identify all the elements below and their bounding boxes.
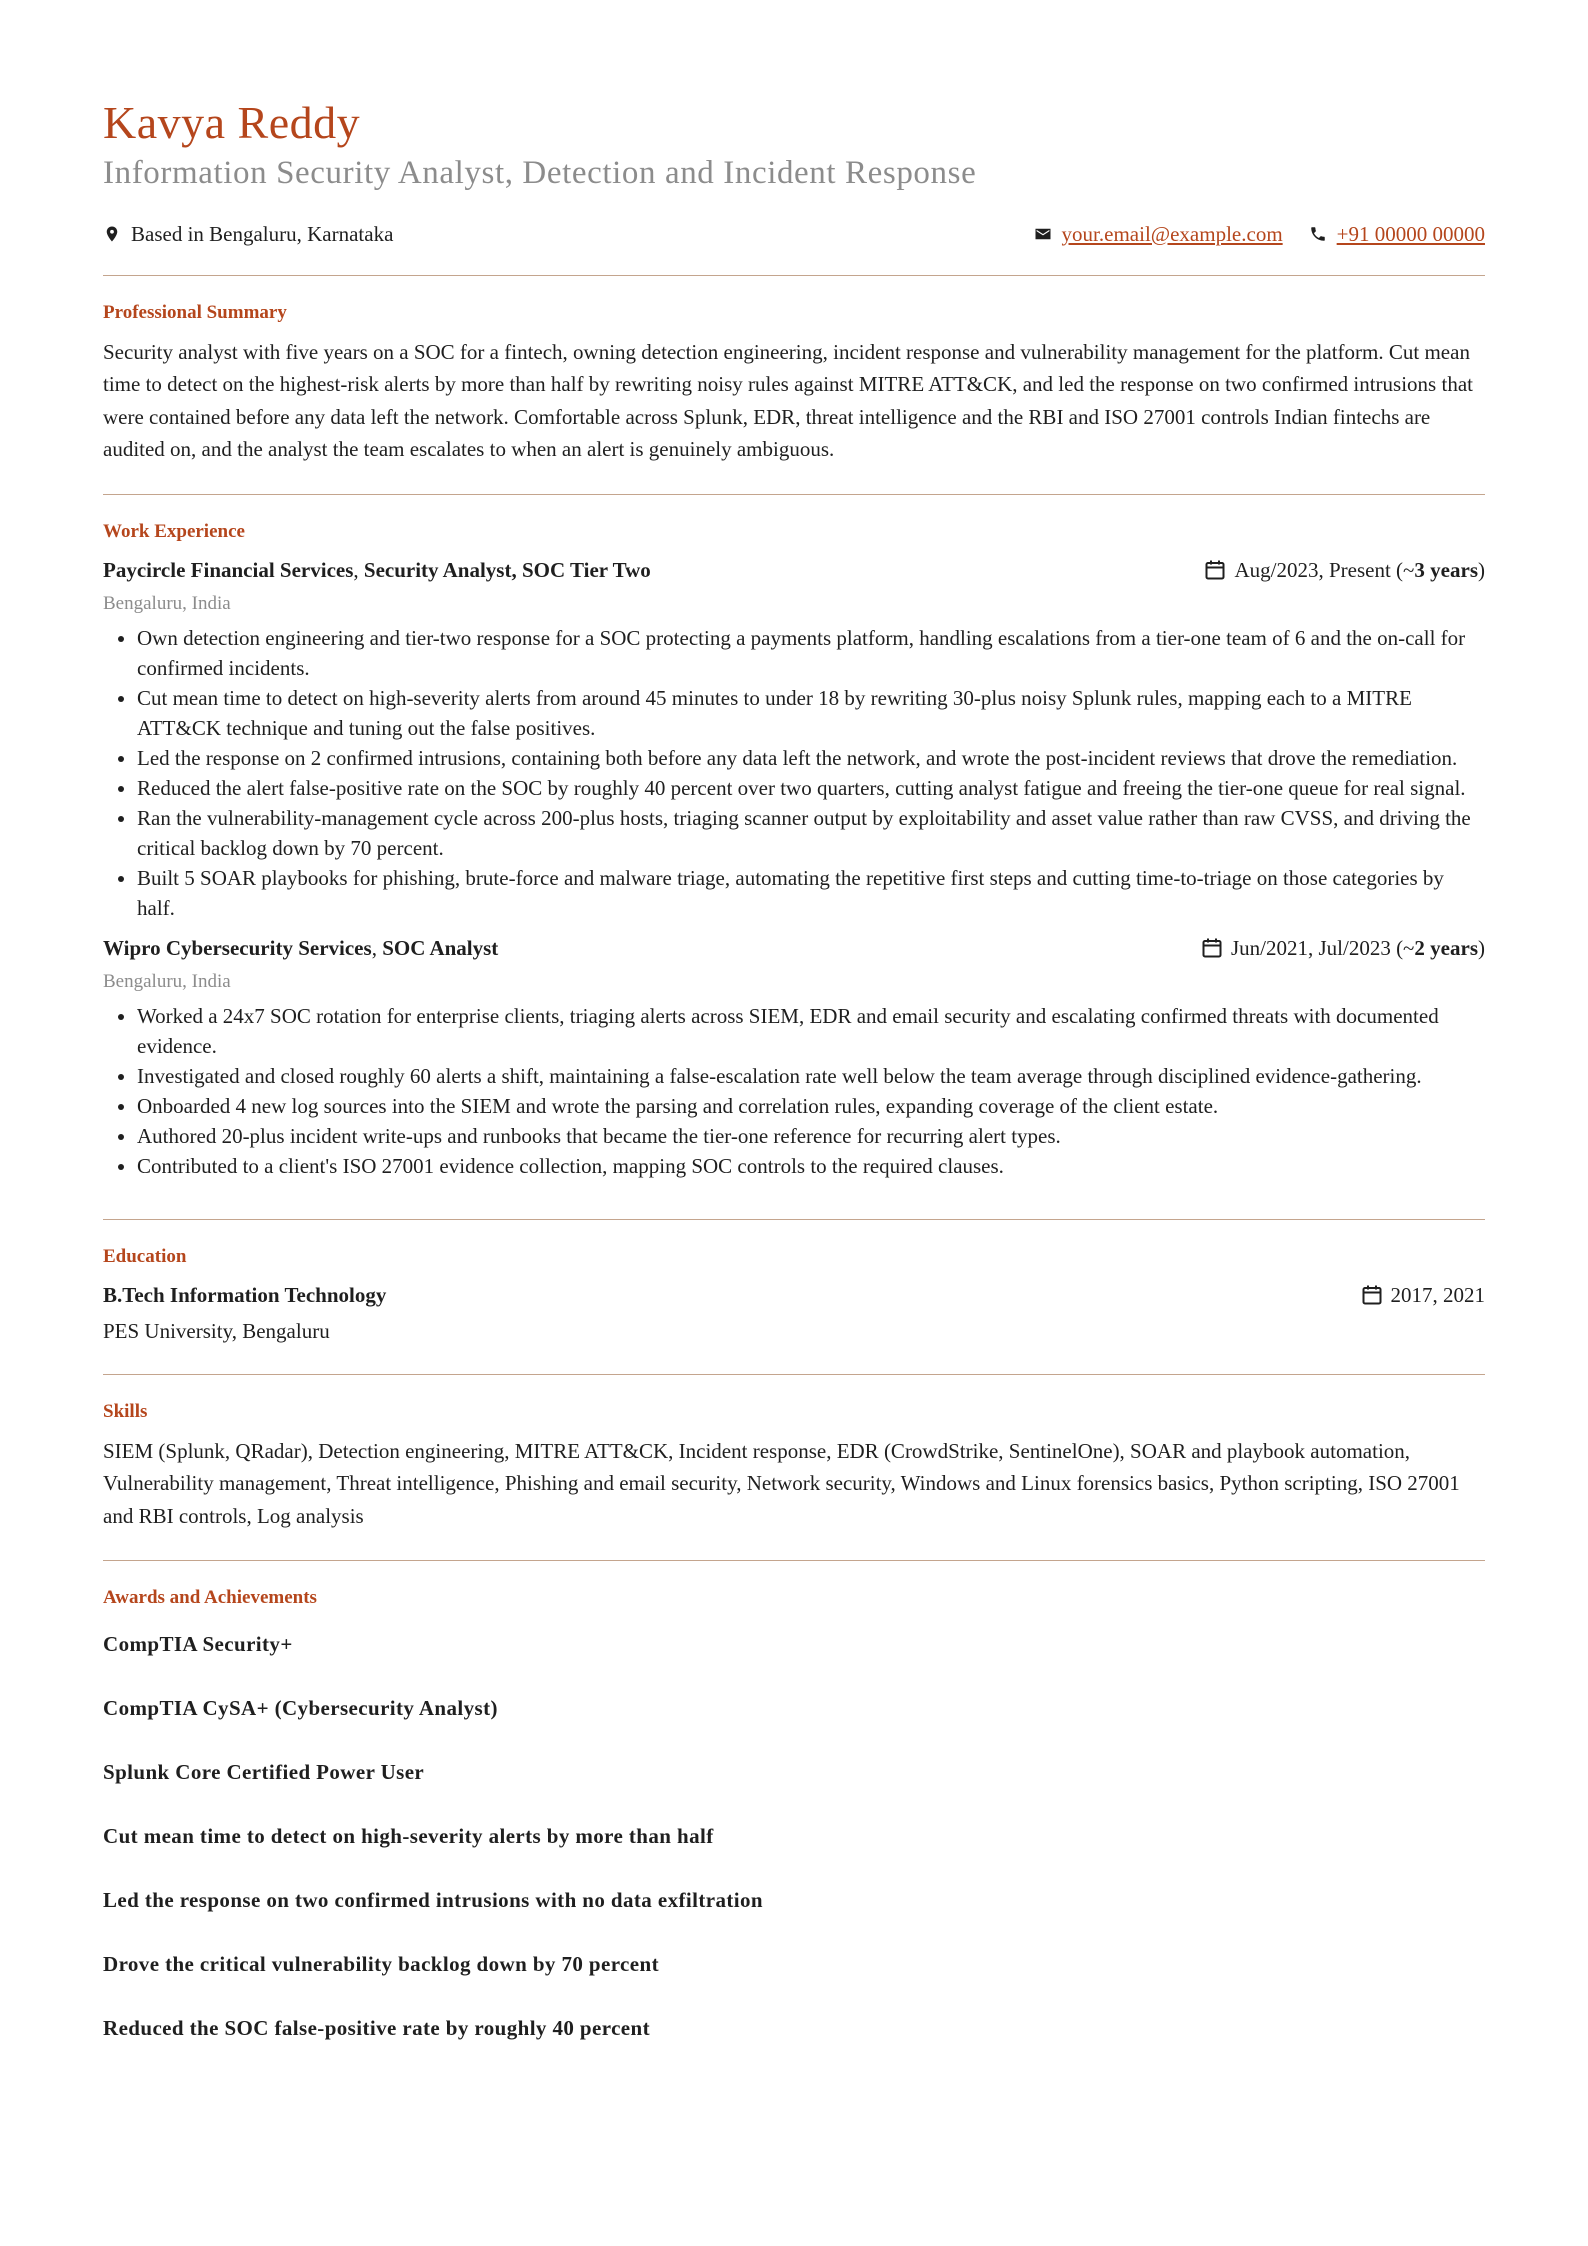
phone-item: [1309, 222, 1485, 247]
job-duration: 3 years: [1414, 557, 1478, 582]
job-title: Paycircle Financial Services, Security Analyst, SOC Tier Two: [103, 557, 651, 582]
list-item: • Investigated and closed roughly 60 alerts a shift, maintaining a false-escalation rate well below the team average through disciplined evidence-gathering.: [137, 1061, 1485, 1091]
award-item: Led the response on two confirmed intrusions with no data exfiltration: [103, 1888, 763, 1913]
section-title-summary: Professional Summary: [103, 301, 287, 323]
section-title-education: Education: [103, 1245, 187, 1267]
list-item: • Built 5 SOAR playbooks for phishing, brute-force and malware triage, automating the repetitive first steps and cutting time-to-triage on those categories by half.: [137, 863, 1485, 923]
awards-section: [103, 1561, 1485, 2071]
job-date-close: ): [1478, 557, 1485, 582]
list-item: • Worked a 24x7 SOC rotation for enterprise clients, triaging alerts across SIEM, EDR and email security and escalating confirmed threats with documented evidence.: [137, 1001, 1485, 1061]
job-entry: [103, 555, 1485, 923]
job-company: Paycircle Financial Services: [103, 557, 354, 582]
job-duration: 2 years: [1414, 935, 1478, 960]
list-item: • Onboarded 4 new log sources into the SIEM and wrote the parsing and correlation rules, expanding coverage of the client estate.: [137, 1091, 1485, 1121]
job-date-range: Aug/2023, Present (~: [1234, 557, 1415, 582]
summary-text: Security analyst with five years on a SOC for a fintech, owning detection engineering, incident response and vulnerability management for the platform. Cut mean time to detect on the highest-risk alerts by more than half by rewriting noisy rules against MITRE ATT&CK, and led the response on two confirmed intrusions that were contained before any data left the network. Comfortable across Splunk, EDR, threat intelligence and the RBI and ISO 27001 controls Indian fintechs are audited on, and the analyst the team escalates to when an alert is genuinely ambiguous.: [103, 339, 1473, 462]
location-text: Based in Bengaluru, Karnataka: [131, 221, 394, 246]
job-dates: [1200, 933, 1485, 963]
list-item: • Ran the vulnerability-management cycle across 200-plus hosts, triaging scanner output by exploitability and asset value rather than raw CVSS, and driving the critical backlog down by 70 percent.: [137, 803, 1485, 863]
contact-row: [103, 222, 1485, 247]
job-location: Bengaluru, India: [103, 592, 231, 614]
email-link[interactable]: your.email@example.com: [1061, 221, 1283, 246]
award-item: Reduced the SOC false-positive rate by roughly 40 percent: [103, 2016, 650, 2041]
job-title: Wipro Cybersecurity Services, SOC Analyst: [103, 935, 499, 960]
education-degree: B.Tech Information Technology: [103, 1282, 387, 1307]
award-item: CompTIA Security+: [103, 1632, 293, 1657]
award-item: Drove the critical vulnerability backlog down by 70 percent: [103, 1952, 659, 1977]
education-date-range: 2017, 2021: [1390, 1282, 1485, 1307]
calendar-icon: [1360, 1283, 1384, 1307]
email-item: [1034, 222, 1283, 247]
job-role: Security Analyst, SOC Tier Two: [363, 557, 651, 582]
award-item: Splunk Core Certified Power User: [103, 1760, 425, 1785]
list-item: • Cut mean time to detect on high-severity alerts from around 45 minutes to under 18 by rewriting 30-plus noisy Splunk rules, mapping each to a MITRE ATT&CK technique and tuning out the false positives.: [137, 683, 1485, 743]
location-item: [103, 222, 393, 247]
candidate-name: Kavya Reddy: [103, 97, 361, 148]
job-bullets: [103, 623, 1485, 923]
map-pin-icon: [103, 225, 121, 243]
award-item: Cut mean time to detect on high-severity alerts by more than half: [103, 1824, 714, 1849]
job-entry: [103, 933, 1485, 1181]
calendar-icon: [1200, 936, 1224, 960]
phone-icon: [1309, 225, 1327, 243]
summary-section: [103, 276, 1485, 494]
list-item: • Authored 20-plus incident write-ups and runbooks that became the tier-one reference for recurring alert types.: [137, 1121, 1485, 1151]
award-item: CompTIA CySA+ (Cybersecurity Analyst): [103, 1696, 498, 1721]
education-school: PES University, Bengaluru: [103, 1318, 330, 1343]
job-location: Bengaluru, India: [103, 970, 231, 992]
section-title-experience: Work Experience: [103, 520, 245, 542]
list-item: • Led the response on 2 confirmed intrusions, containing both before any data left the network, and wrote the post-incident reviews that drove the remediation.: [137, 743, 1485, 773]
list-item: • Own detection engineering and tier-two response for a SOC protecting a payments platform, handling escalations from a tier-one team of 6 and the on-call for confirmed incidents.: [137, 623, 1485, 683]
envelope-icon: [1034, 225, 1052, 243]
education-section: [103, 1220, 1485, 1374]
job-dates: [1203, 555, 1485, 585]
job-bullets: [103, 1001, 1485, 1181]
job-company: Wipro Cybersecurity Services: [103, 935, 372, 960]
awards-list: [103, 1629, 1485, 2043]
phone-link[interactable]: +91 00000 00000: [1336, 221, 1485, 246]
section-title-awards: Awards and Achievements: [103, 1587, 317, 1609]
experience-section: [103, 495, 1485, 1219]
education-dates: [1360, 1280, 1486, 1310]
skills-text: SIEM (Splunk, QRadar), Detection engineering, MITRE ATT&CK, Incident response, EDR (CrowdStrike, SentinelOne), SOAR and playbook automation, Vulnerability management, Threat intelligence, Phishing and email security, Network security, Windows and Linux forensics basics, Python scripting, ISO 27001 and RBI controls, Log analysis: [103, 1438, 1460, 1528]
skills-section: [103, 1375, 1485, 1561]
list-item: • Contributed to a client's ISO 27001 evidence collection, mapping SOC controls to the required clauses.: [137, 1151, 1485, 1181]
job-date-close: ): [1478, 935, 1485, 960]
list-item: • Reduced the alert false-positive rate on the SOC by roughly 40 percent over two quarters, cutting analyst fatigue and freeing the tier-one queue for real signal.: [137, 773, 1485, 803]
job-date-range: Jun/2021, Jul/2023 (~: [1230, 935, 1415, 960]
calendar-icon: [1203, 558, 1227, 582]
candidate-headline: Information Security Analyst, Detection and Incident Response: [103, 154, 977, 191]
section-title-skills: Skills: [103, 1400, 148, 1422]
job-role: SOC Analyst: [382, 935, 499, 960]
